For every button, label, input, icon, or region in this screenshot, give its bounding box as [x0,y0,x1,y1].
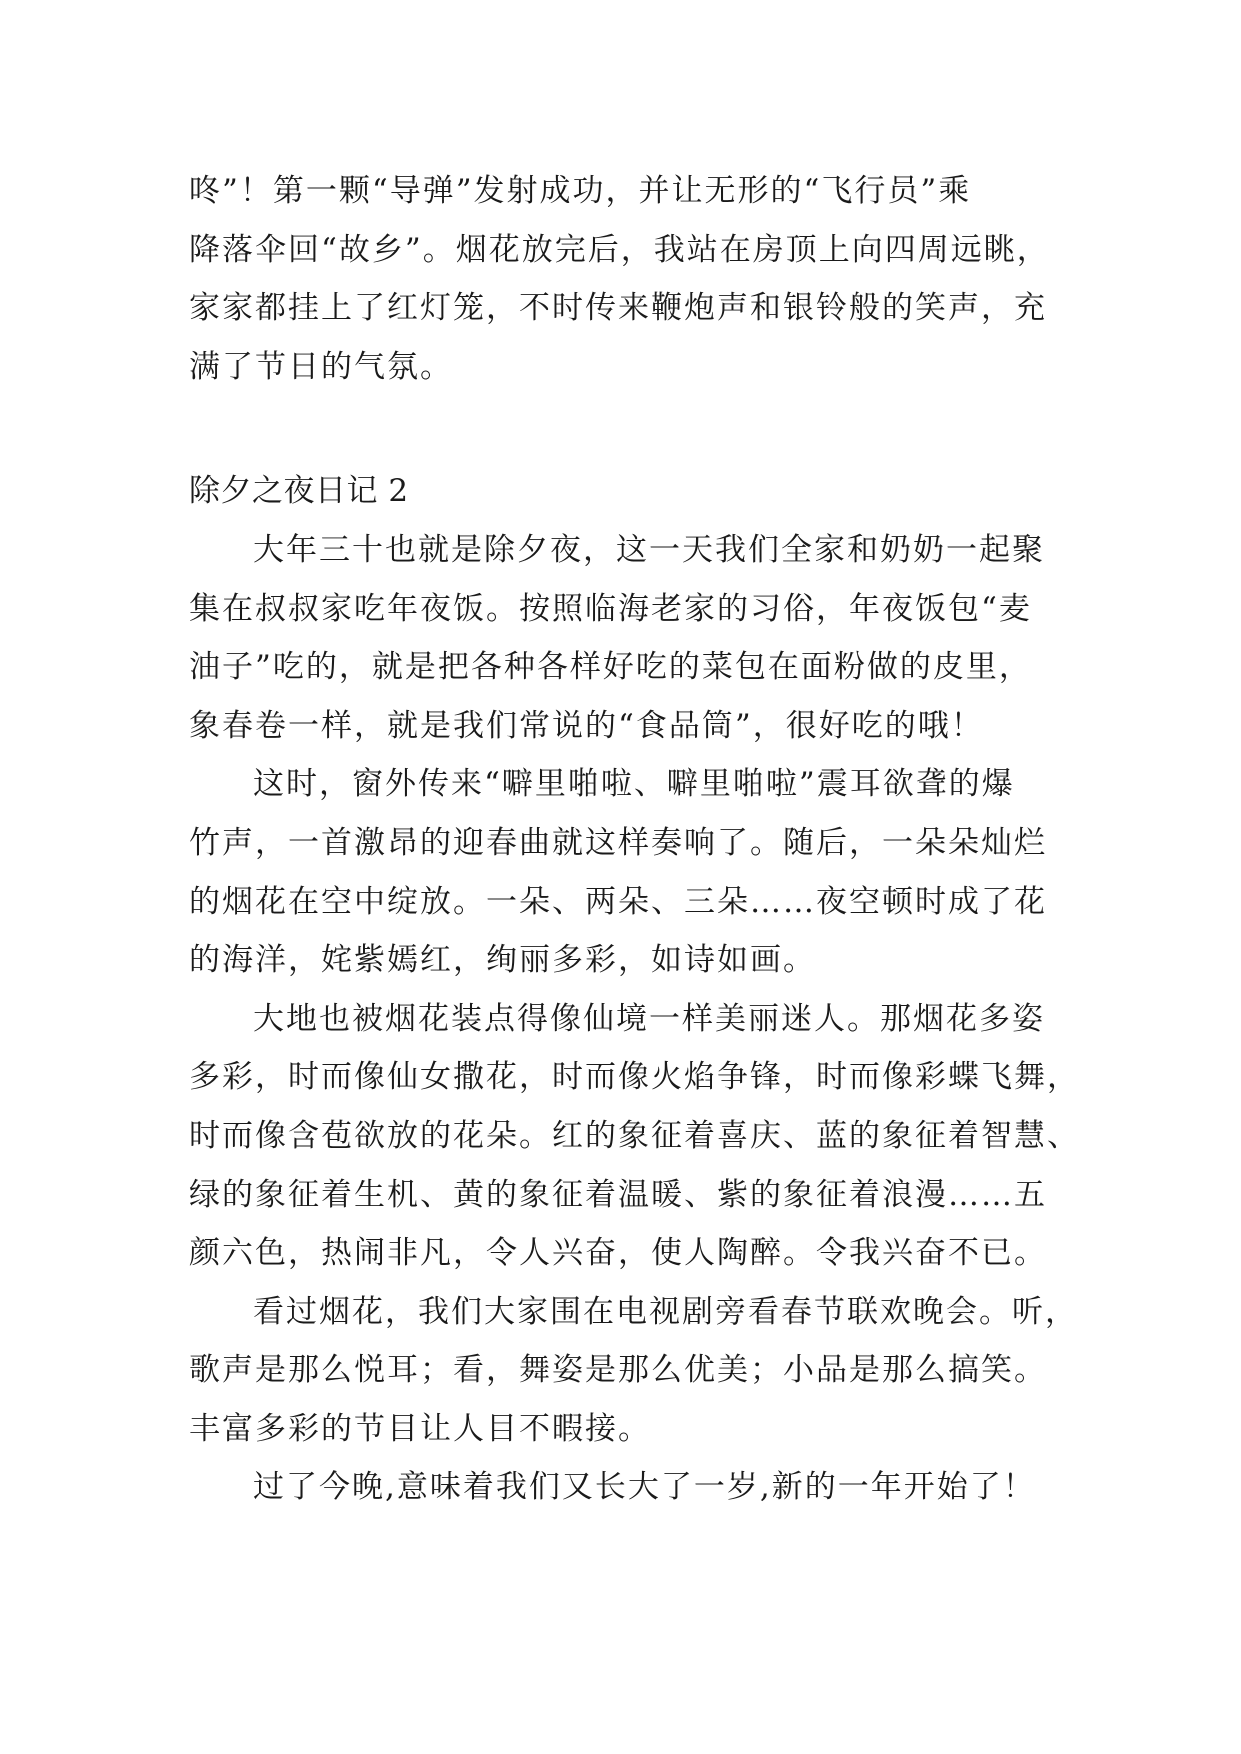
text-line: 多彩，时而像仙女撒花，时而像火焰争锋，时而像彩蝶飞舞， [189,1059,1080,1096]
text-line: 的海洋，姹紫嫣红，绚丽多彩，如诗如画。 [189,942,816,979]
text-line: 家家都挂上了红灯笼，不时传来鞭炮声和银铃般的笑声，充 [189,290,1047,327]
paragraph [189,755,1069,989]
text-line: 过了今晚,意味着我们又长大了一岁,新的一年开始了！ [253,1469,1036,1506]
paragraph [189,521,1069,755]
paragraph [189,990,1080,1283]
text-line: 油子”吃的，就是把各种各样好吃的菜包在面粉做的皮里， [189,649,1032,686]
text-line: 歌声是那么悦耳；看，舞姿是那么优美；小品是那么搞笑。 [189,1352,1047,1389]
text-line: 看过烟花，我们大家围在电视剧旁看春节联欢晚会。听， [253,1293,1078,1330]
paragraph [189,1283,1078,1459]
text-line: 集在叔叔家吃年夜饭。按照临海老家的习俗，年夜饭包“麦 [189,590,1032,627]
text-line: 竹声，一首激昂的迎春曲就这样奏响了。随后，一朵朵灿烂 [189,824,1047,861]
text-line: 象春卷一样，就是我们常说的“食品筒”，很好吃的哦！ [189,707,984,744]
intro-paragraph [189,162,1069,396]
text-line: 这时，窗外传来“噼里啪啦、噼里啪啦”震耳欲聋的爆 [253,766,1015,803]
text-line: 的烟花在空中绽放。一朵、两朵、三朵……夜空顿时成了花 [189,883,1047,920]
text-line: 降落伞回“故乡”。烟花放完后，我站在房顶上向四周远眺， [189,231,1050,268]
text-line: 时而像含苞欲放的花朵。红的象征着喜庆、蓝的象征着智慧、 [189,1117,1080,1154]
paragraph [189,1458,1069,1517]
section-spacer [189,396,1069,462]
text-line: 大年三十也就是除夕夜，这一天我们全家和奶奶一起聚 [253,531,1045,568]
text-line: 大地也被烟花装点得像仙境一样美丽迷人。那烟花多姿 [253,1000,1045,1037]
document-body [189,162,1080,1517]
section-title: 除夕之夜日记 2 [189,473,409,510]
text-line: 颜六色，热闹非凡，令人兴奋，使人陶醉。令我兴奋不已。 [189,1235,1047,1272]
text-line: 满了节日的气氛。 [189,348,453,385]
text-line: 绿的象征着生机、黄的象征着温暖、紫的象征着浪漫……五 [189,1176,1047,1213]
text-line: 咚”！第一颗“导弹”发射成功，并让无形的“飞行员”乘 [189,173,972,209]
text-line: 丰富多彩的节目让人目不暇接。 [189,1410,651,1447]
